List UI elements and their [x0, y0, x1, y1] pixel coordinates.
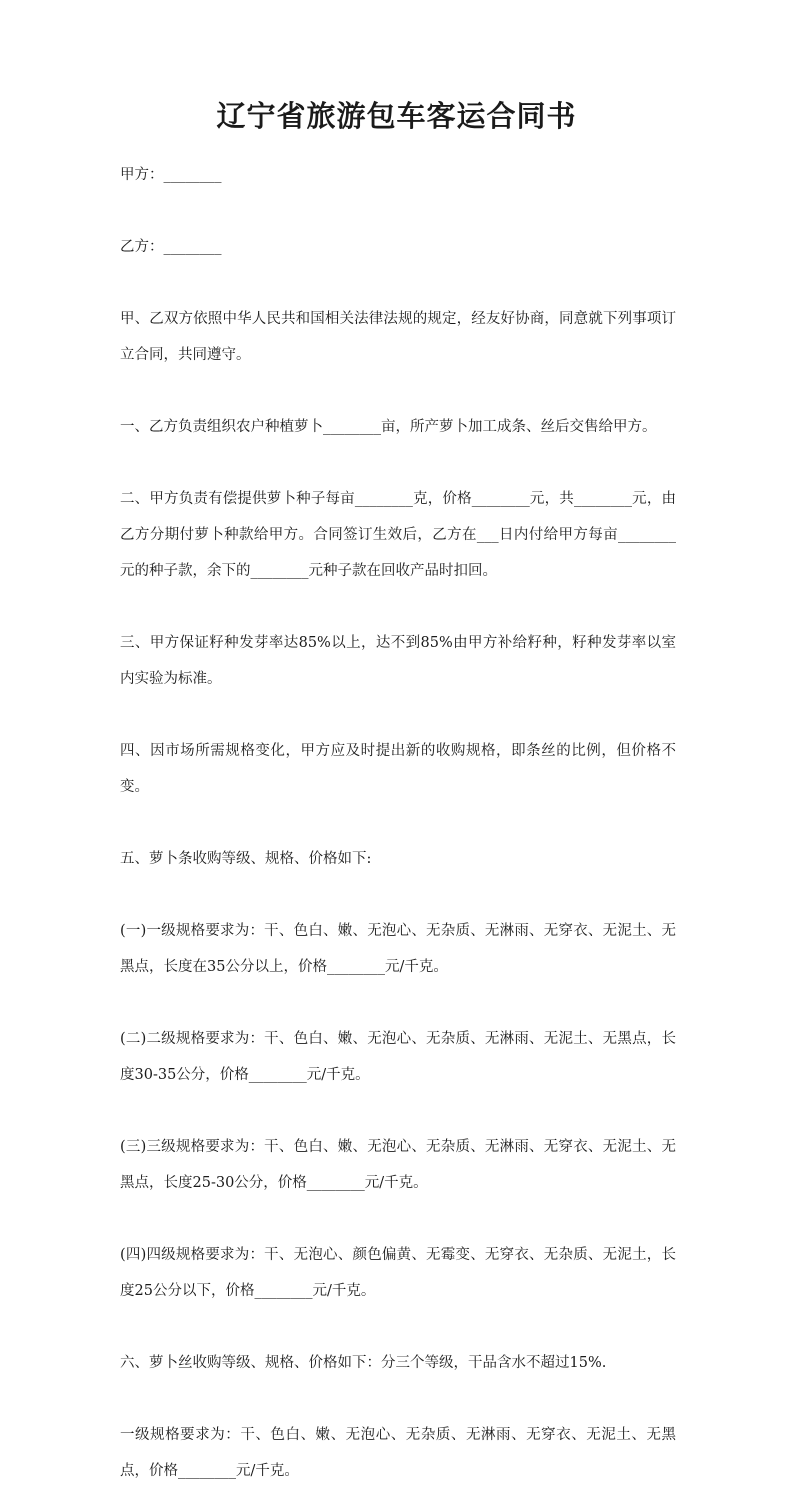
clause-5-heading: 五、萝卜条收购等级、规格、价格如下: — [120, 851, 372, 867]
paragraph-gap — [120, 805, 676, 841]
party-b-line: 乙方：________ — [120, 239, 222, 255]
paragraph-gap — [120, 1309, 676, 1345]
paragraph-gap — [120, 1093, 676, 1129]
paragraph-gap — [120, 985, 676, 1021]
paragraph-gap — [120, 589, 676, 625]
paragraph-gap — [120, 193, 676, 229]
paragraph-gap — [120, 1201, 676, 1237]
grade-3-spec: (三)三级规格要求为：干、色白、嫩、无泡心、无杂质、无淋雨、无穿衣、无泥土、无黑点，长度25-30公分，价格________元/千克。 — [120, 1139, 676, 1191]
intro-paragraph: 甲、乙双方依照中华人民共和国相关法律法规的规定，经友好协商，同意就下列事项订立合同，共同遵守。 — [120, 311, 676, 363]
grade-4-spec: (四)四级规格要求为：干、无泡心、颜色偏黄、无霉变、无穿衣、无杂质、无泥土，长度25公分以下，价格________元/千克。 — [120, 1247, 676, 1299]
paragraph-gap — [120, 697, 676, 733]
grade-1-spec: (一)一级规格要求为：干、色白、嫩、无泡心、无杂质、无淋雨、无穿衣、无泥土、无黑点，长度在35公分以上，价格________元/千克。 — [120, 923, 676, 975]
clause-2: 二、甲方负责有偿提供萝卜种子每亩________克，价格________元，共________元，由乙方分期付萝卜种款给甲方。合同签订生效后，乙方在___日内付给甲方每亩________元的种子款，余下的________元种子款在回收产品时扣回。 — [120, 491, 676, 579]
clause-6-heading: 六、萝卜丝收购等级、规格、价格如下：分三个等级，干品含水不超过15%. — [120, 1355, 607, 1371]
document-title: 辽宁省旅游包车客运合同书 — [216, 99, 577, 133]
party-a-line: 甲方：________ — [120, 167, 222, 183]
clause-3: 三、甲方保证籽种发芽率达85%以上，达不到85%由甲方补给籽种，籽种发芽率以室内实验为标准。 — [120, 635, 676, 687]
clause-4: 四、因市场所需规格变化，甲方应及时提出新的收购规格，即条丝的比例，但价格不变。 — [120, 743, 676, 795]
clause-1: 一、乙方负责组织农户种植萝卜________亩，所产萝卜加工成条、丝后交售给甲方。 — [120, 419, 657, 435]
grade-2-spec: (二)二级规格要求为：干、色白、嫩、无泡心、无杂质、无淋雨、无泥土、无黑点，长度30-35公分，价格________元/千克。 — [120, 1031, 676, 1083]
paragraph-gap — [120, 445, 676, 481]
shred-grade-1-spec: 一级规格要求为：干、色白、嫩、无泡心、无杂质、无淋雨、无穿衣、无泥土、无黑点，价格________元/千克。 — [120, 1427, 676, 1479]
paragraph-gap — [120, 1381, 676, 1417]
document-body — [120, 157, 676, 1489]
paragraph-gap — [120, 373, 676, 409]
paragraph-gap — [120, 265, 676, 301]
paragraph-gap — [120, 877, 676, 913]
